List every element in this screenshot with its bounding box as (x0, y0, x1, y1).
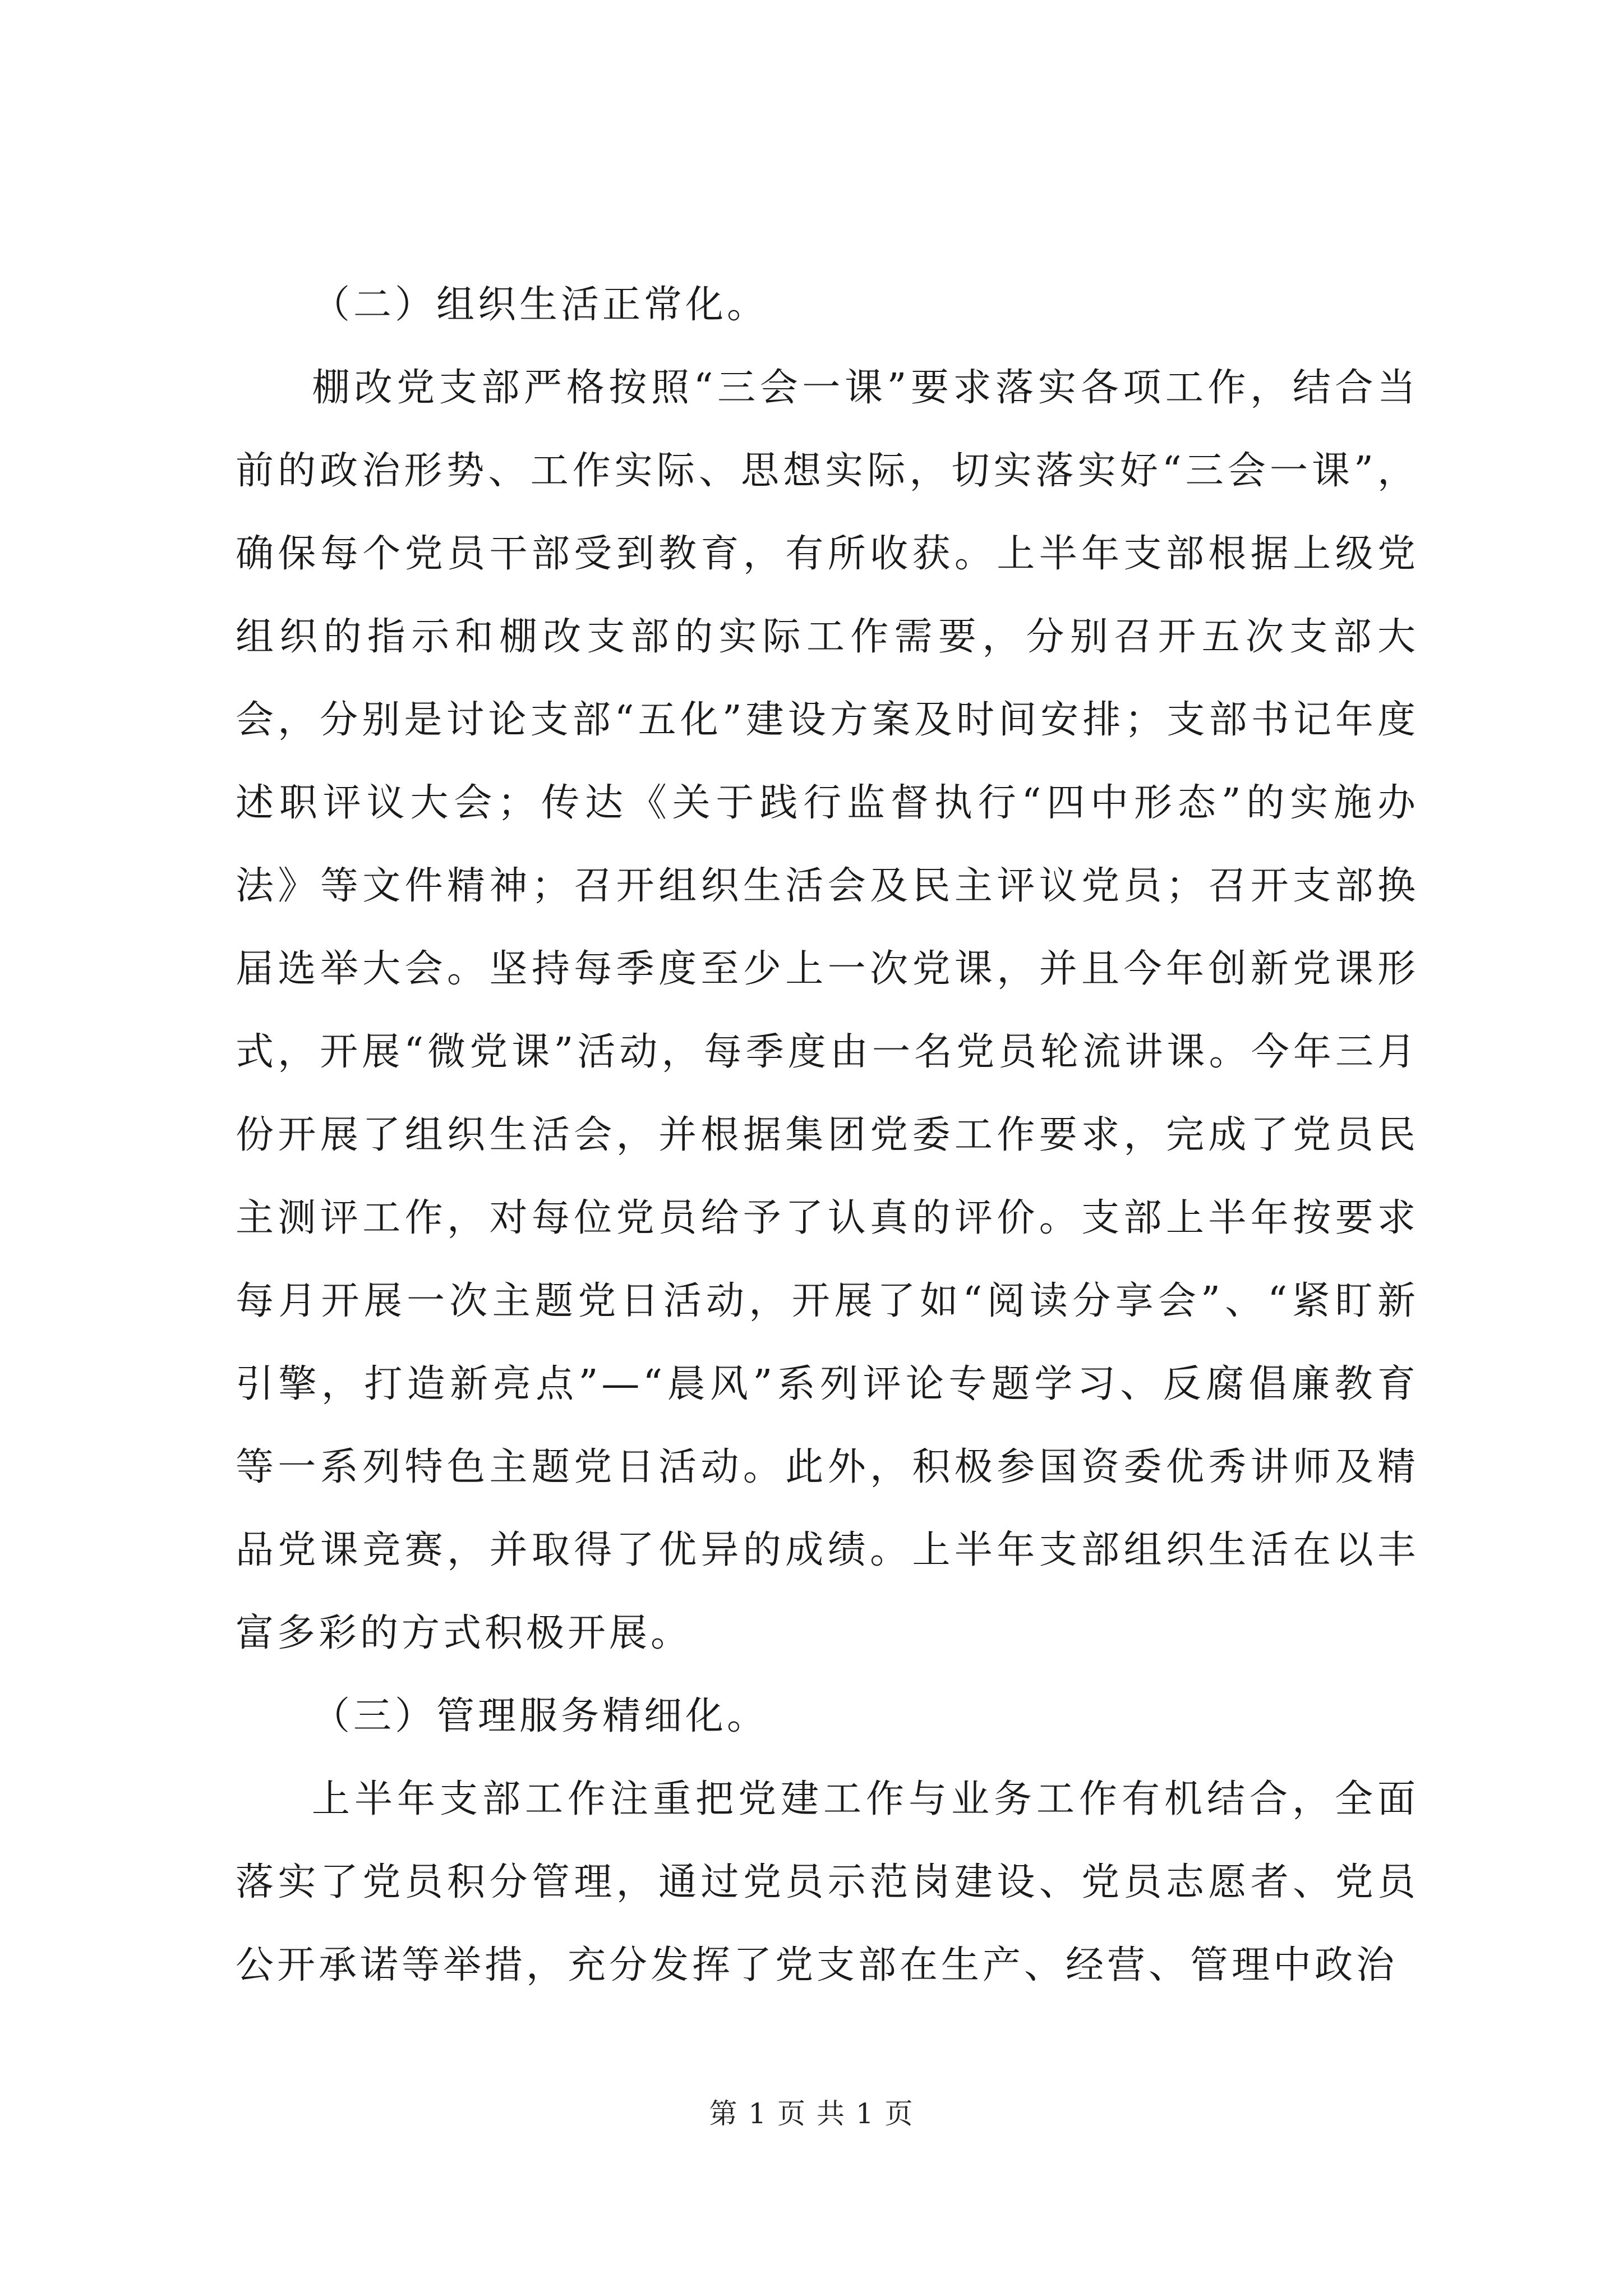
section-heading-3: （三）管理服务精细化。 (312, 1694, 769, 1738)
section-paragraph-3: 上半年支部工作注重把党建工作与业务工作有机结合，全面落实了党员积分管理，通过党员示范岗建设、党员志愿者、党员公开承诺等举措，充分发挥了党支部在生产、经营、管理中政治 (236, 1777, 1419, 1987)
section-heading-2: （二）组织生活正常化。 (312, 283, 769, 327)
document-body (236, 264, 1419, 2007)
page-footer: 第 1 页 共 1 页 (709, 2097, 914, 2130)
section-paragraph-2: 棚改党支部严格按照“三会一课”要求落实各项工作，结合当前的政治形势、工作实际、思想实际，切实落实好“三会一课”，确保每个党员干部受到教育，有所收获。上半年支部根据上级党组织的指示和棚改支部的实际工作需要，分别召开五次支部大会，分别是讨论支部“五化”建设方案及时间安排；支部书记年度述职评议大会；传达《关于践行监督执行“四中形态”的实施办法》等文件精神；召开组织生活会及民主评议党员；召开支部换届选举大会。坚持每季度至少上一次党课，并且今年创新党课形式，开展“微党课”活动，每季度由一名党员轮流讲课。今年三月份开展了组织生活会，并根据集团党委工作要求，完成了党员民主测评工作，对每位党员给予了认真的评价。支部上半年按要求每月开展一次主题党日活动，开展了如“阅读分享会”、“紧盯新引擎，打造新亮点”—“晨风”系列评论专题学习、反腐倡廉教育等一系列特色主题党日活动。此外，积极参国资委优秀讲师及精品党课竞赛，并取得了优异的成绩。上半年支部组织生活在以丰富多彩的方式积极开展。 (236, 366, 1419, 1655)
